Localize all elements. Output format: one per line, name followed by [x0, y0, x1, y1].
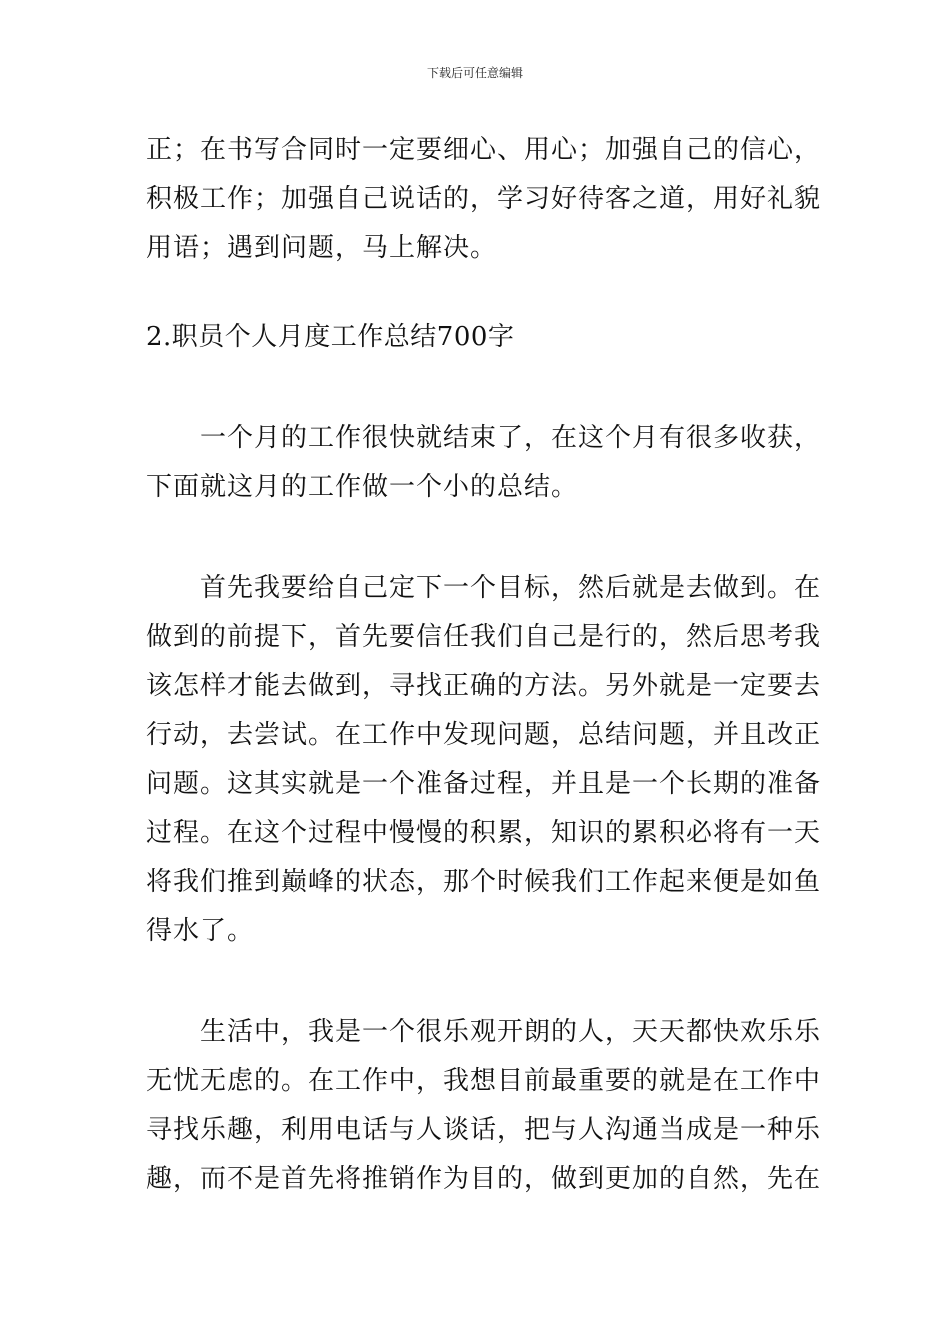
text-line: 下面就这月的工作做一个小的总结。 [146, 472, 579, 502]
paragraph-intro [146, 414, 822, 512]
text-line: 趣，而不是首先将推销作为目的，做到更加的自然，先在 [146, 1164, 822, 1194]
text-line: 问题。这其实就是一个准备过程，并且是一个长期的准备 [146, 769, 822, 799]
paragraph-life [146, 1008, 822, 1204]
text-line: 一个月的工作很快就结束了，在这个月有很多收获， [200, 423, 822, 453]
paragraph-goals [146, 564, 822, 956]
text-line: 寻找乐趣，利用电话与人谈话，把与人沟通当成是一种乐 [146, 1115, 822, 1145]
text-line: 无忧无虑的。在工作中，我想目前最重要的就是在工作中 [146, 1066, 822, 1096]
text-line: 生活中，我是一个很乐观开朗的人，天天都快欢乐乐 [200, 1017, 822, 1047]
text-line: 该怎样才能去做到，寻找正确的方法。另外就是一定要去 [146, 671, 822, 701]
text-line: 得水了。 [146, 916, 255, 946]
text-line: 正；在书写合同时一定要细心、用心；加强自己的信心， [146, 135, 822, 165]
text-line: 首先我要给自己定下一个目标，然后就是去做到。在 [200, 573, 822, 603]
page-header: 下载后可任意编辑 [426, 66, 523, 80]
text-line: 用语；遇到问题，马上解决。 [146, 233, 498, 263]
text-line: 过程。在这个过程中慢慢的积累，知识的累积必将有一天 [146, 818, 822, 848]
text-line: 积极工作；加强自己说话的，学习好待客之道，用好礼貌 [146, 184, 822, 214]
text-line: 将我们推到巅峰的状态，那个时候我们工作起来便是如鱼 [146, 867, 822, 897]
section-heading: 2.职员个人月度工作总结700字 [146, 322, 515, 352]
text-line: 做到的前提下，首先要信任我们自己是行的，然后思考我 [146, 622, 822, 652]
text-line: 行动，去尝试。在工作中发现问题，总结问题，并且改正 [146, 720, 822, 750]
paragraph-continued [146, 126, 822, 273]
document-body [146, 126, 822, 1204]
